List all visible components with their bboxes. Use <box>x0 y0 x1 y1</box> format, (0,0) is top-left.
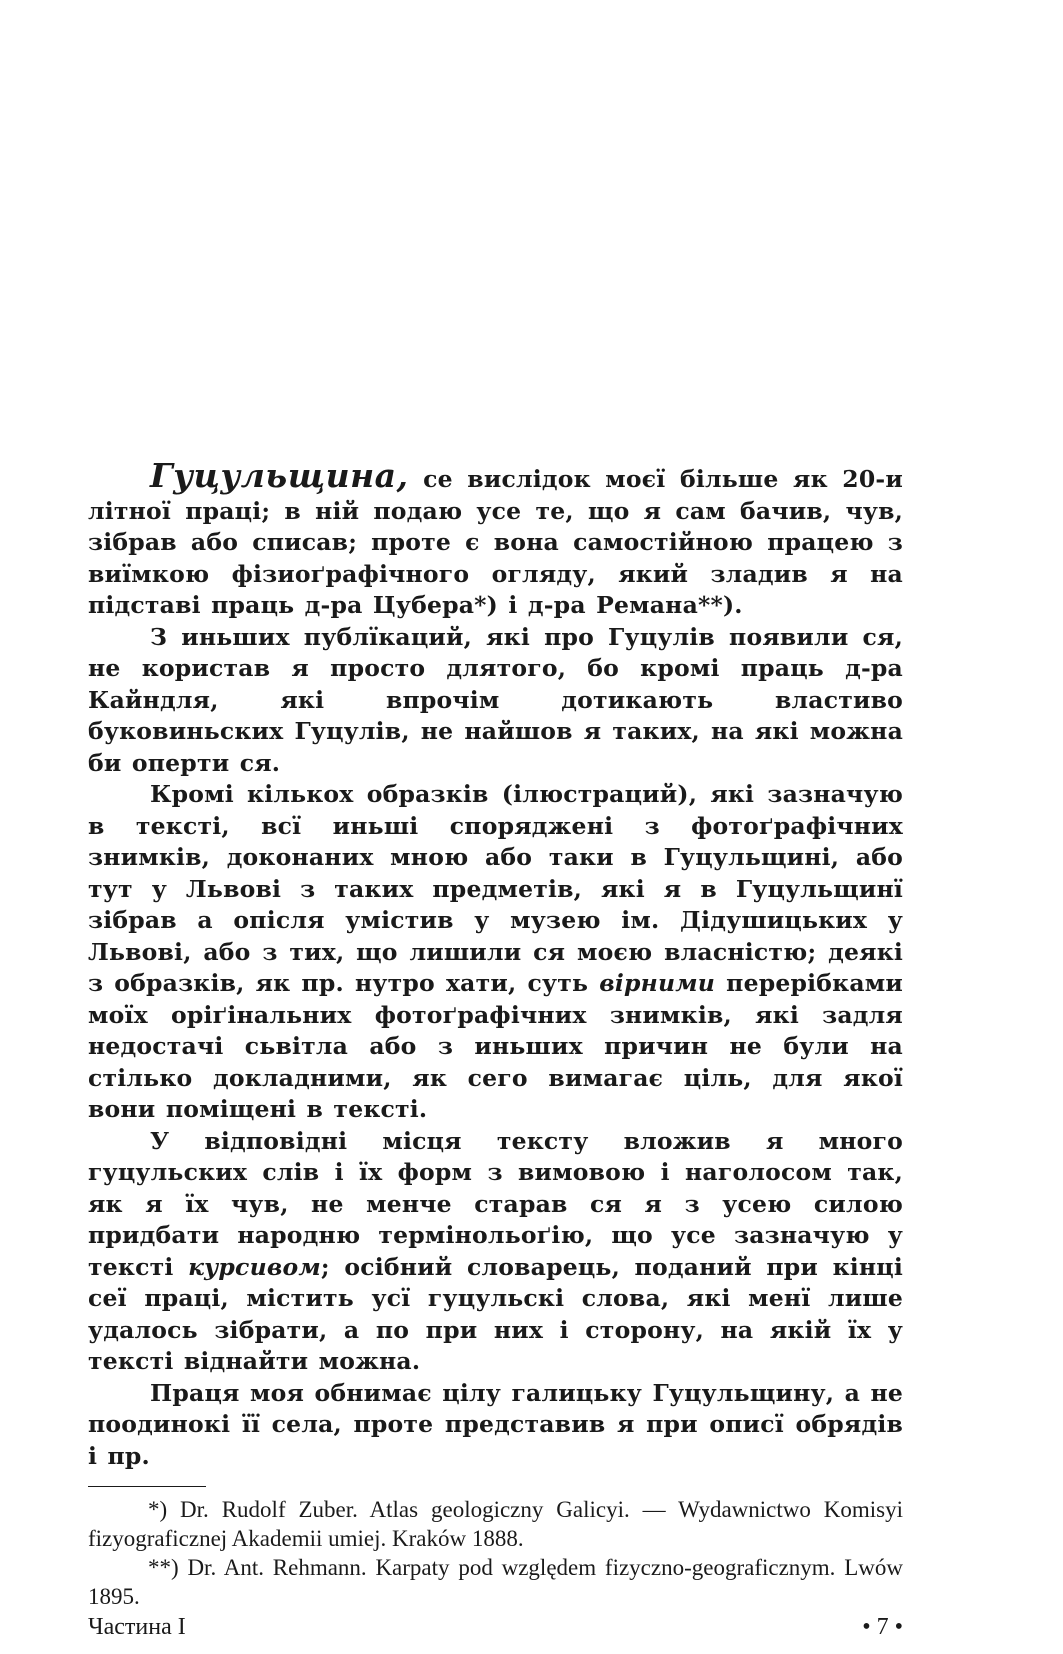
footnote-2: **) Dr. Ant. Rehmann. Karpaty pod względem fizyczno-geograficznym. Lwów 1895. <box>88 1555 903 1609</box>
paragraph-3-text-a: Кромі кількох образків (ілюстраций), які зазначую в тексті, всї иньші споряджені з фотоґрафічних знимків, доконаних мною або таки в Гуцульщині, або тут у Львові з таких предметів, які я в Гуцульщинї зібрав а опісля умістив у музею ім. Дідушицьких у Львові, або з тих, що лишили ся моєю власністю; деякі з образків, як пр. нутро хати, суть <box>88 780 903 997</box>
footnotes <box>88 1495 903 1611</box>
page-number: • 7 • <box>862 1614 903 1640</box>
paragraph-1-text: се вислідок моєї більше як 20-и літної праці; в ній подаю усе те, що я сам бачив, чув, зібрав або списав; проте є вона самостійною працею з виїмкою фізиоґрафічного огляду, який зладив я на підставі праць д-ра Цубера*) і д-ра Ремана**). <box>88 465 903 619</box>
paragraph-3-italic: вірними <box>599 969 716 997</box>
part-label: Частина I <box>88 1614 186 1640</box>
footnote-divider <box>88 1486 206 1487</box>
paragraph-3 <box>88 779 903 1126</box>
paragraph-4-italic: курсивом <box>188 1252 321 1281</box>
paragraph-3-text-b: перерібками моїх оріґінальних фотоґрафічних знимків, які задля недостачі сьвітла або з иньших причин не були на стілько докладними, як сего вимагає ціль, для якої вони поміщені в тексті. <box>88 969 903 1123</box>
lead-word: Гуцульщина, <box>150 456 409 495</box>
page-footer <box>88 1614 903 1648</box>
paragraph-1 <box>88 456 903 622</box>
paragraph-4 <box>88 1126 903 1378</box>
main-text <box>88 456 903 1472</box>
paragraph-2: З иньших публїкаций, які про Гуцулів появили ся, не користав я просто длятого, бо кромі праць д-ра Кайндля, які впрочім дотикають властиво буковиньских Гуцулів, не найшов я таких, на які можна би оперти ся. <box>88 622 903 777</box>
paragraph-4-text-a: У відповідні місця тексту вложив я много гуцульских слів і їх форм з вимовою і наголосом так, як я їх чув, не менче старав ся я з усею силою придбати народню термінольоґію, що усе зазначую у тексті <box>88 1126 903 1281</box>
footnote-1: *) Dr. Rudolf Zuber. Atlas geologiczny Galicyi. — Wydawnictwo Komisyi fizyograficznej Akademii umiej. Kraków 1888. <box>88 1497 903 1551</box>
paragraph-5: Праця моя обнимає цілу галицьку Гуцульщину, а не поодинокі її села, проте представив я при описї обрядів і пр. <box>88 1378 903 1470</box>
page-body <box>88 456 903 1611</box>
paragraph-4-text-b: ; осібний словарець, поданий при кінці сеї праці, містить усї гуцульскі слова, які менї лише удалось зібрати, а по при них і сторону, на якій їх у тексті віднайти можна. <box>88 1252 903 1375</box>
